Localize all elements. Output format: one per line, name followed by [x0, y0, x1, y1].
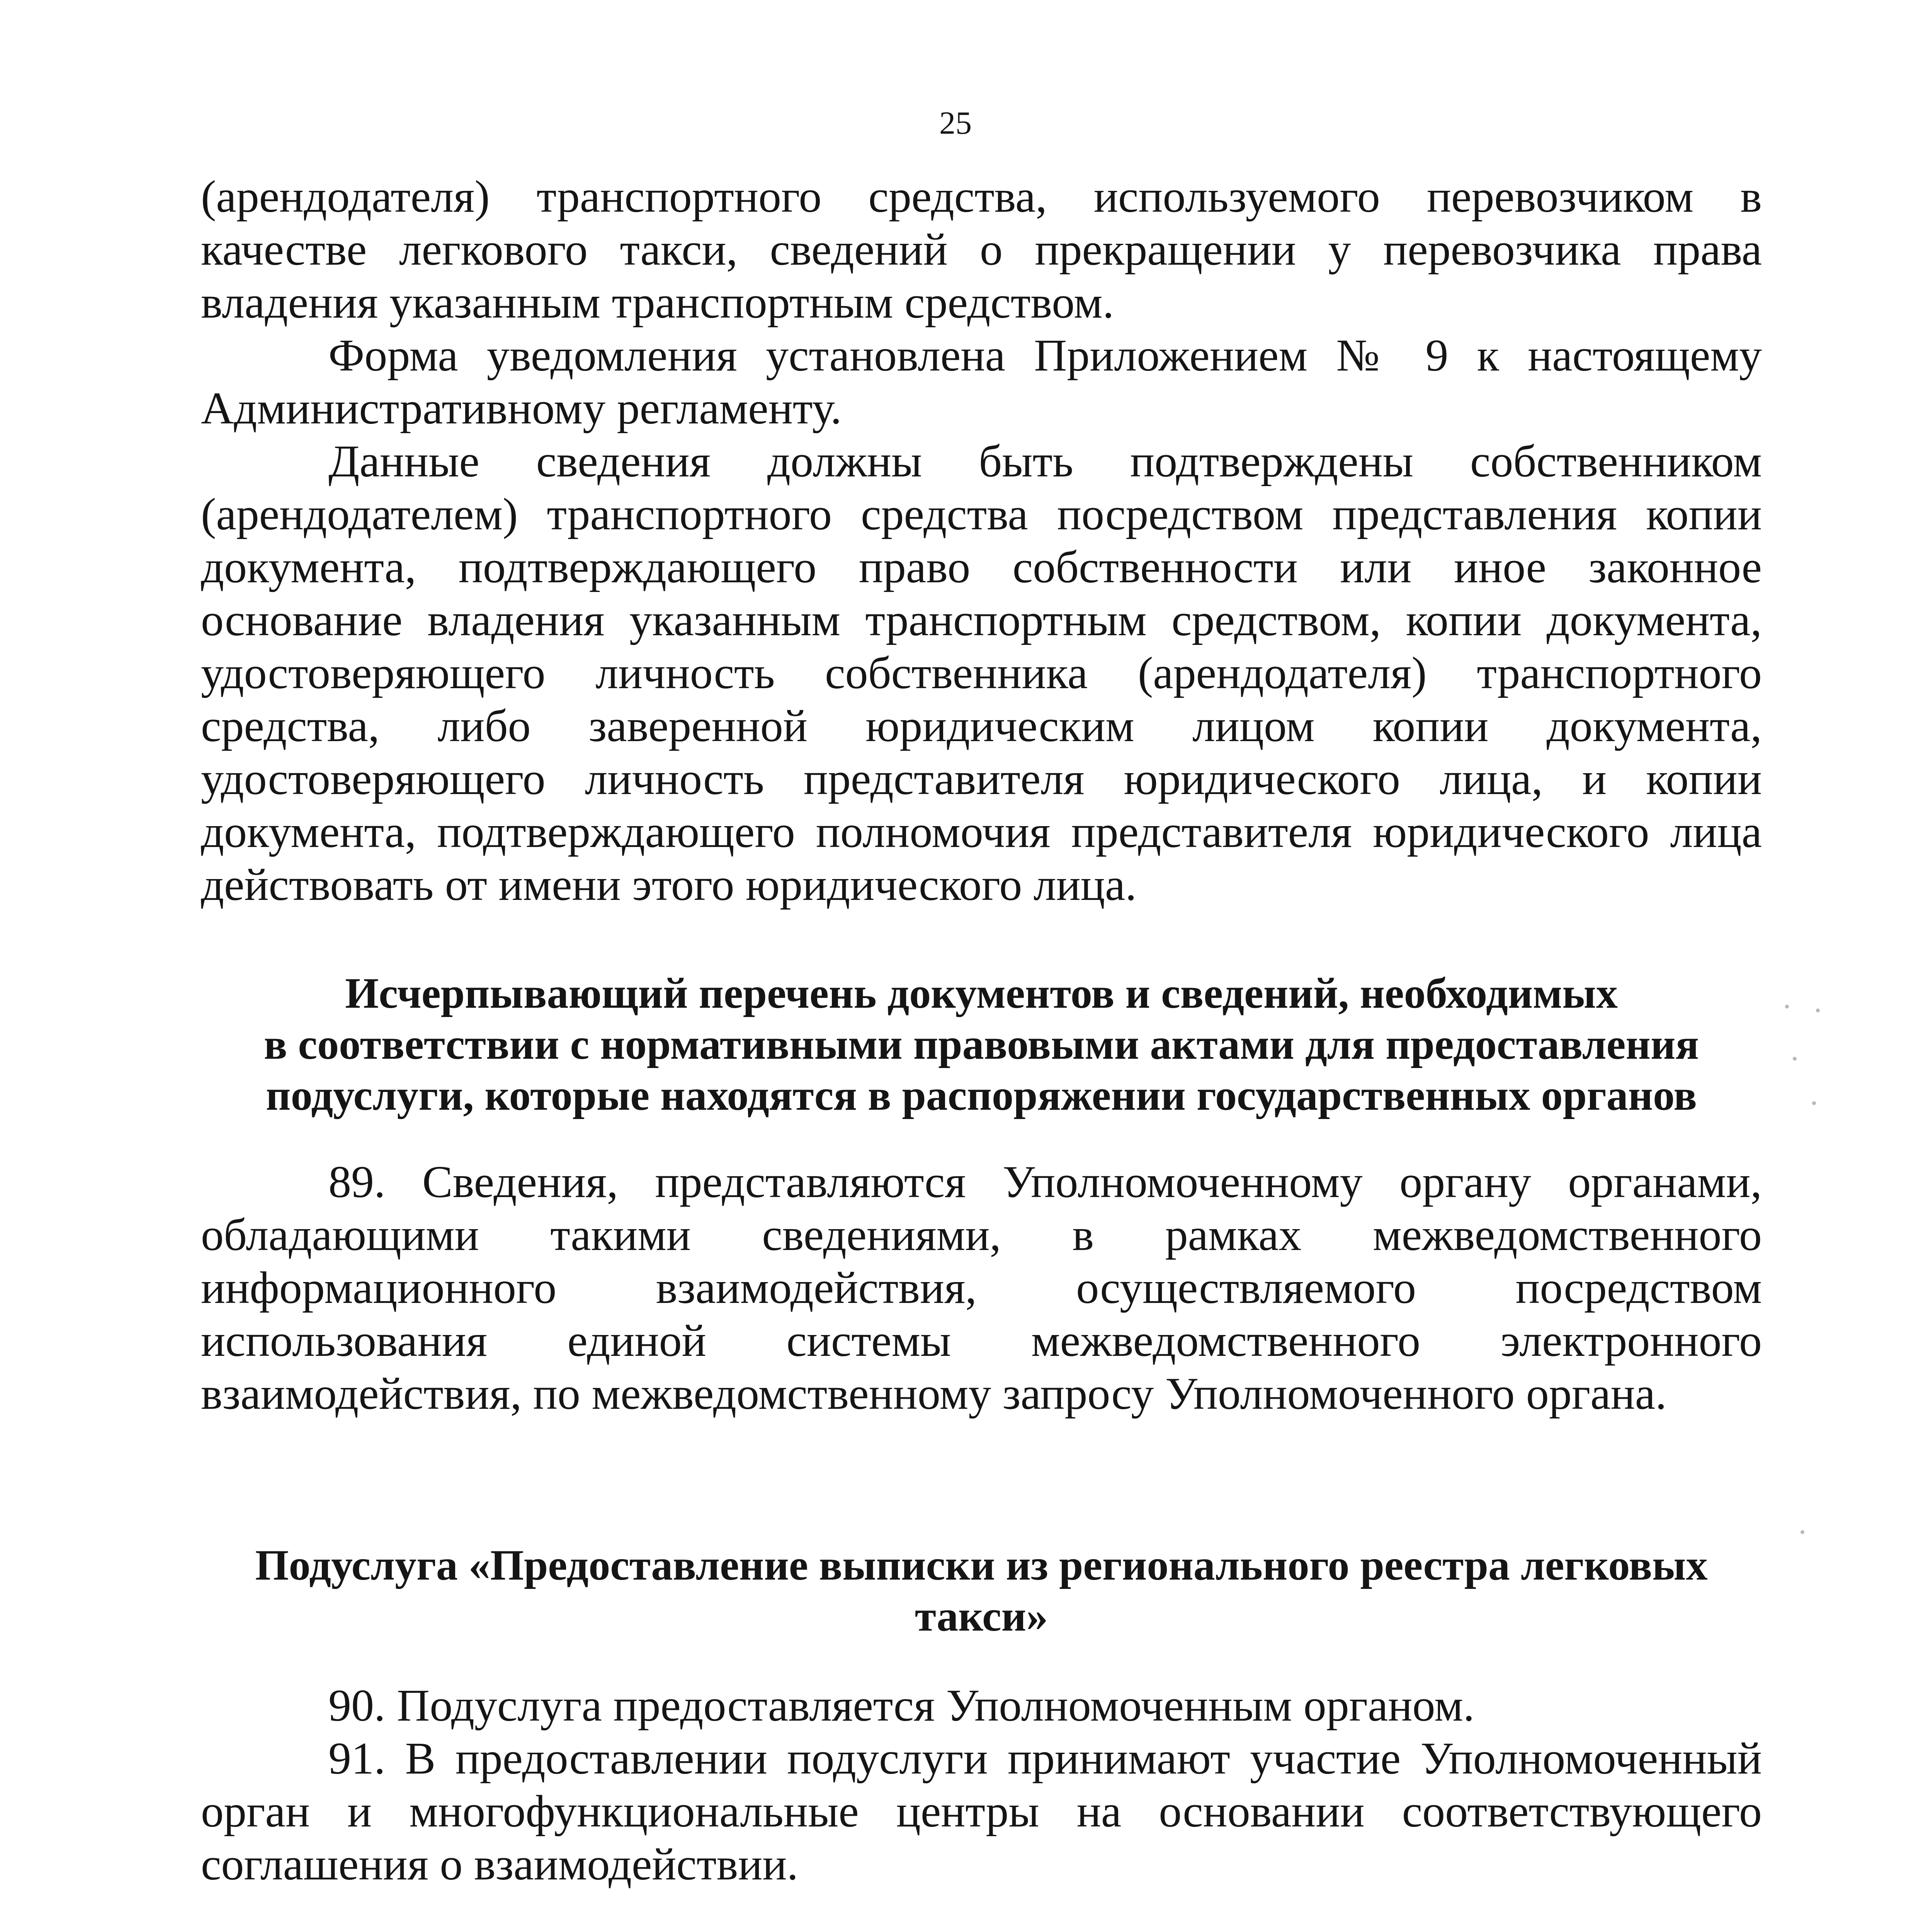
intro-block — [201, 170, 1762, 911]
intro-paragraph-3: Данные сведения должны быть подтверждены собственником (арендодателем) транспортного средства посредством представления копии документа, подтверждающего право собственности или иное законное основание владения указанным транспортным средством, копии документа, удостоверяющего личность собственника (арендодателя) транспортного средства, либо заверенной юридическим лицом копии документа, удостоверяющего личность представителя юридического лица, и копии документа, подтверждающего полномочия представителя юридического лица действовать от имени этого юридического лица. — [201, 436, 1762, 910]
heading-line: такси» — [915, 1592, 1048, 1640]
intro-paragraph-2: Форма уведомления установлена Приложением № 9 к настоящему Административному регламенту. — [201, 330, 1762, 434]
scan-speck — [1793, 1057, 1797, 1061]
paragraph-89: 89. Сведения, представляются Уполномоченному органу органами, обладающими такими сведениями, в рамках межведомственного информационного взаимодействия, осуществляемого посредством использования единой системы межведомственного электронного взаимодействия, по межведомственному запросу Уполномоченного органа. — [201, 1156, 1762, 1419]
heading-line: Подуслуга «Предоставление выписки из регионального реестра легковых — [255, 1541, 1708, 1589]
section-heading-subservice — [201, 1540, 1762, 1642]
paragraph-90: 90. Подуслуга предоставляется Уполномоченным органом. — [328, 1680, 1475, 1731]
paragraph-89-block — [201, 1155, 1762, 1420]
heading-line: в соответствии с нормативными правовыми актами для предоставления — [264, 1020, 1699, 1068]
heading-line: Исчерпывающий перечень документов и сведений, необходимых — [345, 969, 1618, 1017]
page-number: 25 — [939, 105, 972, 141]
heading-line: подуслуги, которые находятся в распоряжении государственных органов — [266, 1071, 1697, 1119]
scan-speck — [1812, 1101, 1816, 1105]
section-heading-documents-list — [201, 968, 1762, 1121]
intro-paragraph-1: (арендодателя) транспортного средства, используемого перевозчиком в качестве легкового такси, сведений о прекращении у перевозчика права владения указанным транспортным средством. — [201, 171, 1762, 328]
paragraphs-90-91-block — [201, 1679, 1762, 1891]
scan-speck — [1785, 1005, 1789, 1009]
scan-speck — [1816, 1009, 1820, 1012]
paragraph-91: 91. В предоставлении подуслуги принимают участие Уполномоченный орган и многофункциональные центры на основании соответствующего соглашения о взаимодействии. — [201, 1733, 1762, 1889]
scan-speck — [1800, 1530, 1804, 1534]
